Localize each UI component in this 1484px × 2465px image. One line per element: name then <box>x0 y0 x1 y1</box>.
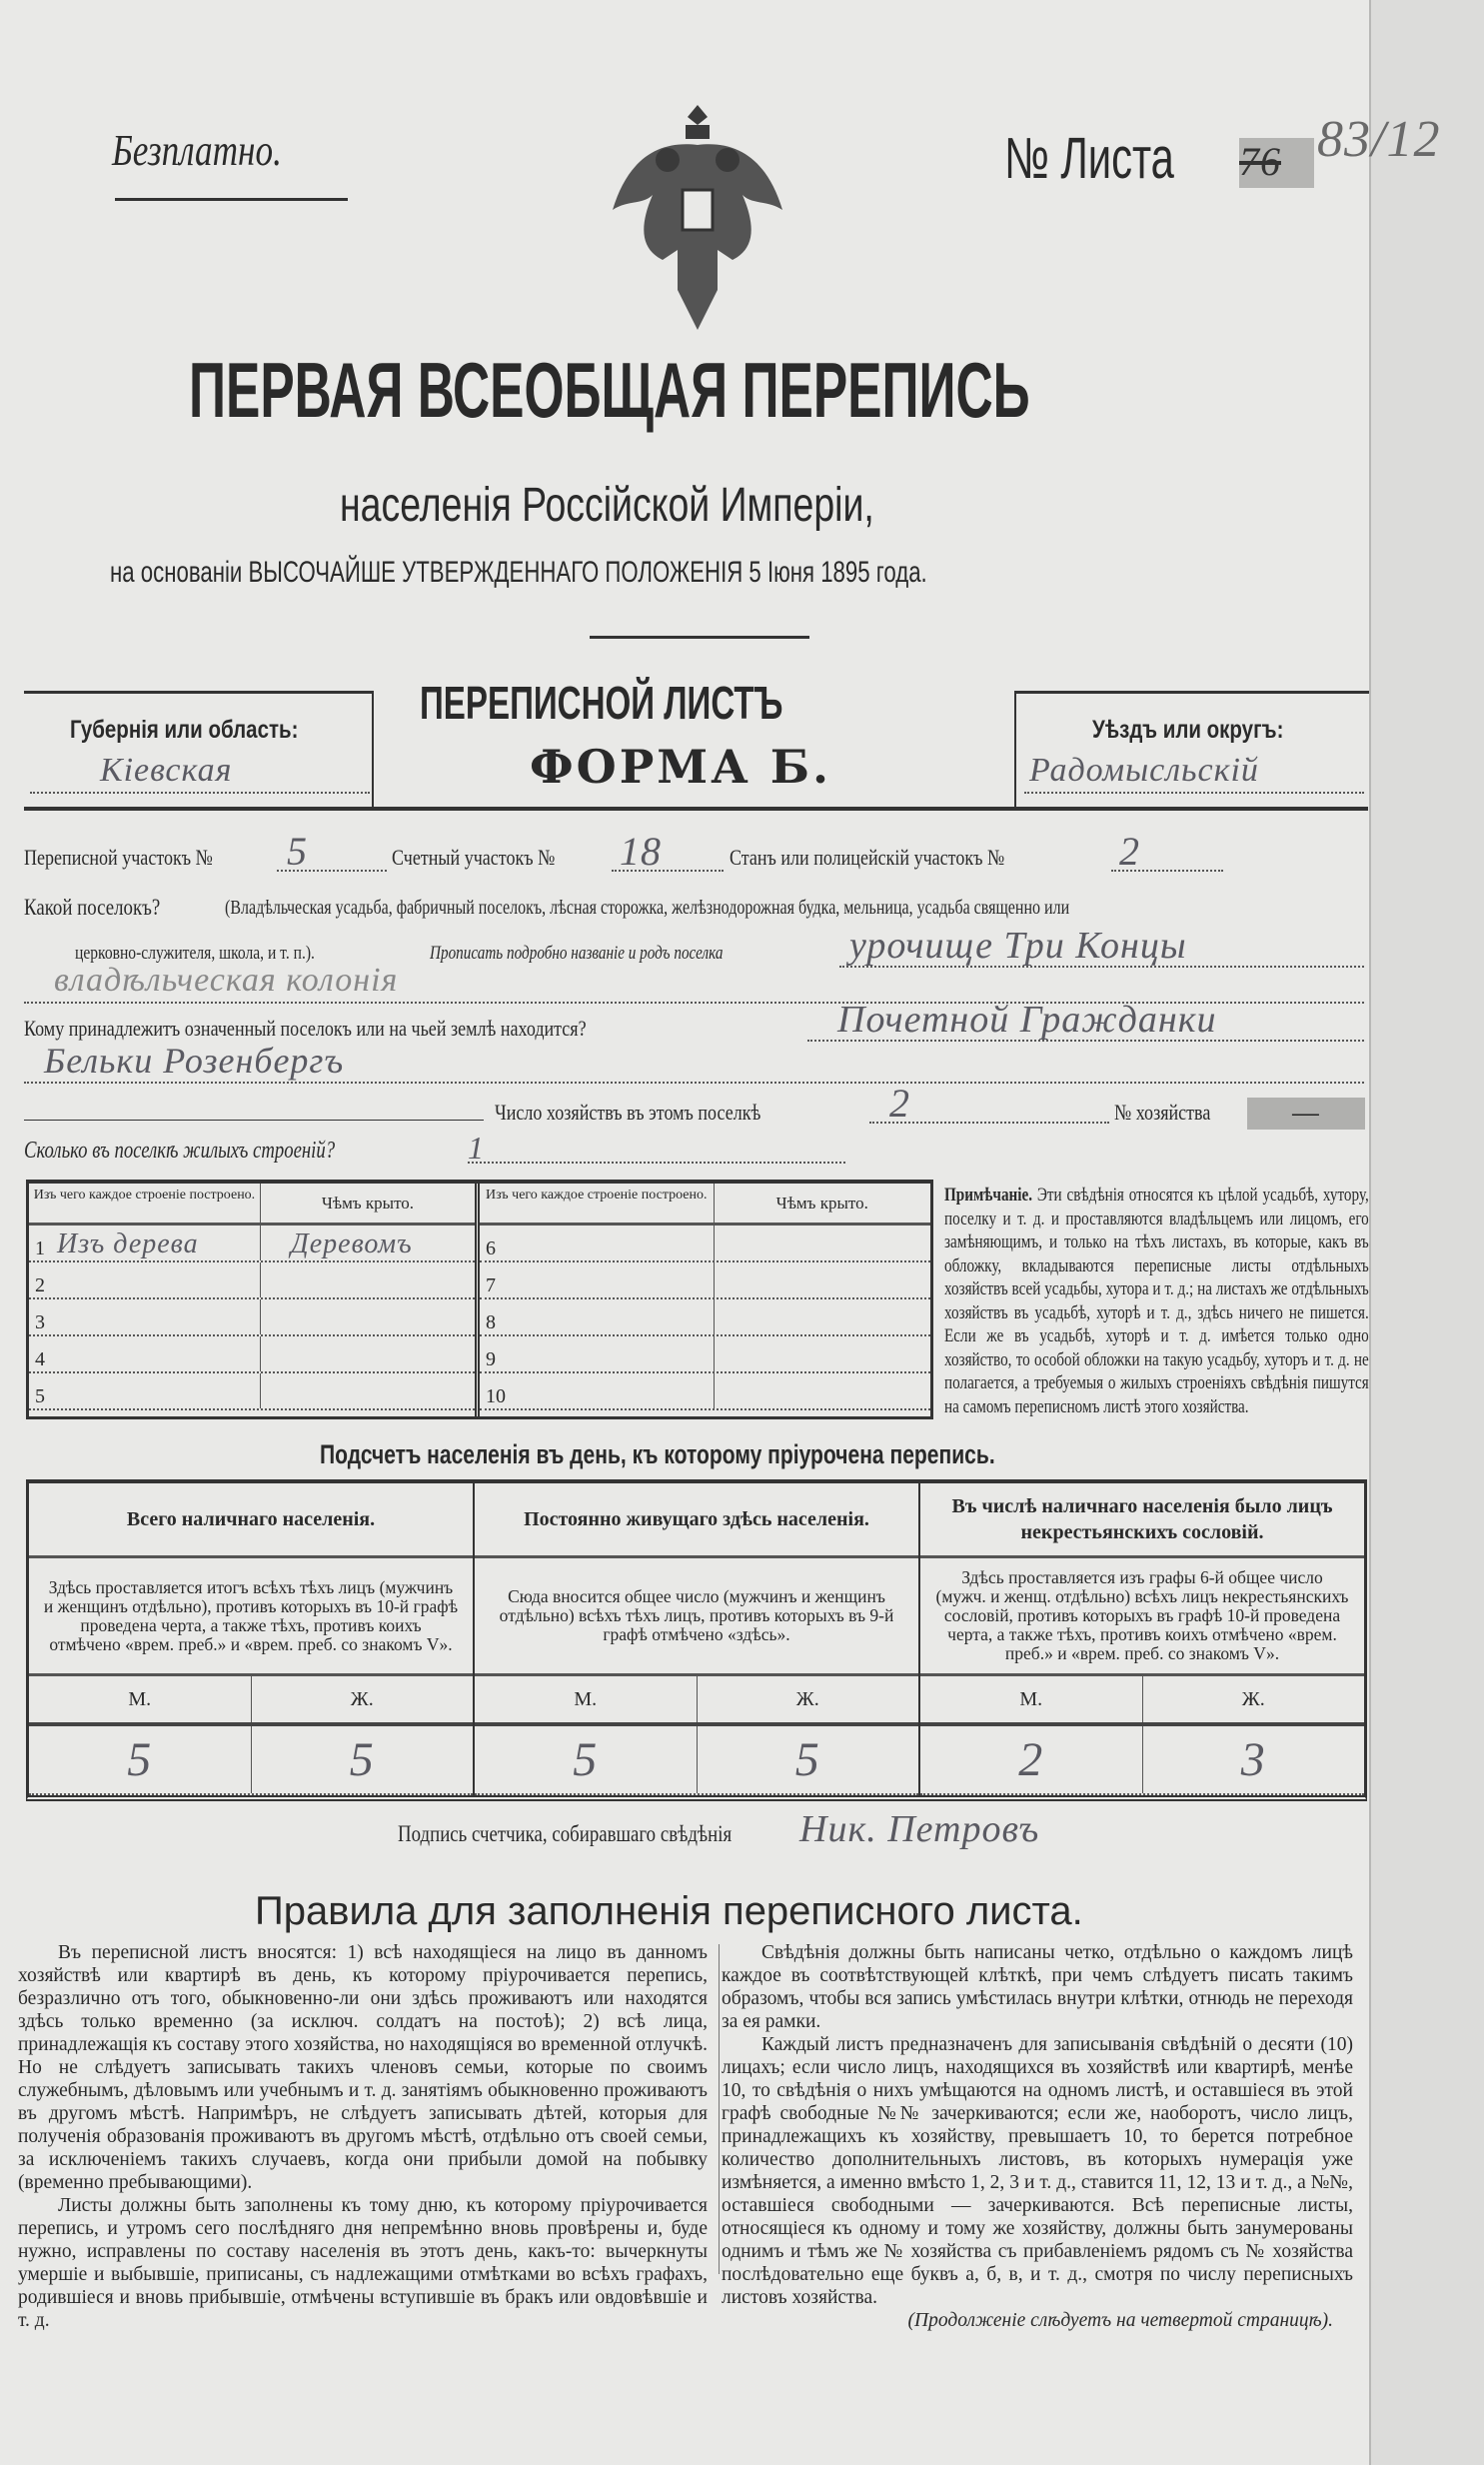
material-cell <box>29 1299 261 1334</box>
rules-right-column <box>722 1941 1353 2332</box>
signature-label-text: Подпись счетчика, собиравшаго свѣдѣнія <box>398 1821 733 1846</box>
population-table <box>26 1479 1367 1801</box>
count-area-label <box>392 845 591 871</box>
owner-field-2[interactable]: Бельки Розенбергъ <box>24 1040 1364 1084</box>
sheet-number-label <box>1004 125 1240 192</box>
settlement-hint <box>225 897 1280 920</box>
census-area-label-text: Переписной участокъ № <box>24 845 213 870</box>
province-label <box>70 716 349 745</box>
female-header: Ж. <box>795 1688 819 1710</box>
sheet-number-label-text: № Листа <box>1004 126 1174 191</box>
count-area-label-text: Счетный участокъ № <box>392 845 556 870</box>
signature-label <box>398 1821 805 1847</box>
dwellings-label-text: Сколько въ поселкѣ жилыхъ строеній? <box>24 1138 336 1164</box>
box-top-left <box>24 691 374 694</box>
continued-note: (Продолженіе слѣдуетъ на четвертой страницѣ). <box>907 2310 1333 2331</box>
sex-headers <box>920 1676 1364 1726</box>
building-row <box>29 1373 475 1410</box>
rules-paragraph: Каждый листъ предназначенъ для записыванія свѣдѣній о десяти (10) лицахъ; если число лицъ, находящихся въ хозяйствѣ или квартирѣ, менѣе 10, то свѣдѣнія о нихъ умѣщаются на одномъ листѣ, и оставшіеся въ этой графѣ свободные №№ зачеркиваются; если же, наоборотъ, число лицъ, принадлежащихъ къ хозяйству, превышаетъ 10, то берется потребное количество дополнительныхъ листовъ, въ которыхъ нумерація уже измѣняется, а именно вмѣсто 1, 2, 3 и т. д., ставится 11, 12, 13 и т. д., а №№, оставшіеся свободными — зачеркиваются. Всѣ переписные листы, относящіеся къ одному и тому же хозяйству, должны быть занумерованы однимъ и тѣмъ же № хозяйства съ прибавленіемъ рядомъ съ № хозяйства послѣдовательно еще буквъ а, б, в, и т. д., смотря по числу переписныхъ листовъ хозяйства. <box>722 2034 1353 2308</box>
female-count[interactable]: 5 <box>794 1733 820 1786</box>
household-no-field[interactable]: — <box>1247 1098 1365 1130</box>
row-number: 1 <box>35 1237 45 1259</box>
material-cell <box>29 1262 261 1297</box>
male-header: М. <box>29 1676 252 1722</box>
subtitle-text: населенія Россійской Имперіи, <box>340 479 874 532</box>
form-title-text: ПЕРЕПИСНОЙ ЛИСТЪ <box>420 677 783 729</box>
population-heading <box>320 1439 1185 1470</box>
female-count[interactable]: 3 <box>1240 1733 1266 1786</box>
population-group <box>920 1483 1364 1795</box>
male-count[interactable]: 5 <box>29 1726 252 1793</box>
households-label-text: Число хозяйствъ въ этомъ поселкѣ <box>495 1100 761 1125</box>
counts-row <box>29 1726 473 1795</box>
basis-line <box>110 556 1214 590</box>
roof-cell <box>715 1262 930 1297</box>
building-row <box>480 1262 930 1299</box>
material-value[interactable]: Изъ дерева <box>57 1229 199 1259</box>
owner-field[interactable]: Почетной Гражданки <box>807 998 1364 1042</box>
buildings-header <box>29 1184 475 1226</box>
counts-row <box>475 1726 918 1795</box>
col-material-header: Изъ чего каждое строеніе построено. <box>480 1184 715 1223</box>
basis-line-text: на основаніи ВЫСОЧАЙШЕ УТВЕРЖДЕННАГО ПОЛОЖЕНІЯ 5 Іюня 1895 года. <box>110 556 927 589</box>
counts-row <box>920 1726 1364 1795</box>
building-row <box>480 1336 930 1373</box>
settlement-label-text: Какой поселокъ? <box>24 895 161 920</box>
box-bottom <box>24 807 1368 811</box>
blank-line <box>24 1120 484 1121</box>
roof-cell <box>261 1226 475 1260</box>
roof-cell <box>715 1226 930 1260</box>
building-row <box>29 1299 475 1336</box>
col-roof-header: Чѣмъ крыто. <box>775 1194 868 1213</box>
owner-label-text: Кому принадлежитъ означенный поселокъ или на чьей землѣ находится? <box>24 1016 587 1041</box>
material-cell <box>29 1336 261 1371</box>
form-label: ФОРМА Б. <box>530 740 832 794</box>
census-area-label <box>24 845 254 871</box>
material-cell <box>480 1299 715 1334</box>
count-area-field[interactable]: 18 <box>612 828 724 872</box>
male-header: М. <box>475 1676 698 1722</box>
settlement-label <box>24 895 190 921</box>
sex-headers <box>475 1676 918 1726</box>
group-description: Здѣсь проставляется изъ графы 6-й общее число (мужч. и женщ. отдѣльно) всѣхъ лицъ некрестьянскихъ сословій, противъ которыхъ въ графѣ 10-й проведена черта, а также тѣхъ, противъ коихъ отмѣчено «врем. преб.» и «врем. преб. со знакомъ V». <box>920 1558 1364 1676</box>
row-number: 4 <box>35 1348 45 1370</box>
rules-paragraph: Въ переписной листъ вносятся: 1) всѣ находящіеся на лицо въ данномъ хозяйствѣ или квартирѣ въ день, къ которому пріурочивается перепись, безразлично отъ того, обыкновенно-ли они здѣсь проживаютъ или находятся здѣсь только временно (за исключ. солдатъ на постоѣ); 2) всѣ лица, принадлежащія къ составу этого хозяйства, но находящіяся во временной отлучкѣ. Но не слѣдуетъ записывать такихъ членовъ семьи, которые по своимъ служебнымъ, дѣловымъ или учебнымъ и т. д. занятіямъ обыкновенно проживаютъ въ другомъ мѣстѣ. Напримѣръ, не слѣдуетъ записывать дѣтей, которыя для полученія образованія проживаютъ въ другомъ мѣстѣ, отдѣльно отъ своей семьи, за исключеніемъ такихъ случаевъ, когда они прибыли домой на побывку (временно пребывающими). <box>18 1942 708 2193</box>
group-description: Здѣсь проставляется итогъ всѣхъ тѣхъ лицъ (мужчинъ и женщинъ отдѣльно), противъ которыхъ въ 10-й графѣ проведена черта, а также тѣхъ, противъ коихъ отмѣчено «врем. преб.» и «врем. преб. со знакомъ V». <box>29 1558 473 1676</box>
material-cell <box>29 1373 261 1408</box>
buildings-header <box>480 1184 930 1226</box>
free-underline <box>115 198 348 201</box>
owner-label <box>24 1016 710 1042</box>
male-count[interactable]: 2 <box>920 1726 1143 1793</box>
row-number: 5 <box>35 1385 45 1407</box>
settlement-field[interactable]: урочище Три Концы <box>839 924 1364 968</box>
group-title: Всего наличнаго населенія. <box>29 1483 473 1558</box>
dwellings-field[interactable]: 1 <box>468 1130 845 1164</box>
building-row <box>480 1373 930 1410</box>
free-label <box>112 125 324 176</box>
enumerator-signature: Ник. Петровъ <box>799 1808 1040 1850</box>
buildings-table-right <box>480 1184 930 1416</box>
roof-cell <box>261 1373 475 1408</box>
group-description: Сюда вносится общее число (мужчинъ и женщинъ отдѣльно) всѣхъ тѣхъ лицъ, противъ которыхъ въ 9-й графѣ отмѣчено «здѣсь». <box>475 1558 918 1676</box>
police-area-label-text: Станъ или полицейскій участокъ № <box>730 845 1005 870</box>
male-header: М. <box>920 1676 1143 1722</box>
row-number: 2 <box>35 1274 45 1296</box>
sex-headers <box>29 1676 473 1726</box>
sheet-number-correction: 83/12 <box>1317 111 1441 168</box>
box-divider <box>1014 691 1016 809</box>
building-row <box>29 1336 475 1373</box>
settlement-field-2[interactable]: владѣльческая колонія <box>24 962 1364 1004</box>
households-field[interactable]: 2 <box>869 1080 1109 1124</box>
building-row <box>29 1226 475 1262</box>
row-number: 8 <box>486 1311 496 1333</box>
column-divider <box>719 1944 720 2274</box>
female-header: Ж. <box>350 1688 374 1710</box>
roof-cell <box>261 1336 475 1371</box>
row-number: 3 <box>35 1311 45 1333</box>
male-count[interactable]: 5 <box>475 1726 698 1793</box>
row-number: 10 <box>486 1385 506 1407</box>
settlement-hint2-text: церковно-служителя, школа, и т. п.). <box>75 943 315 964</box>
province-field[interactable]: Кіевская <box>30 752 370 794</box>
household-no-label-text: № хозяйства <box>1114 1100 1211 1125</box>
scan-margin <box>1371 0 1484 2465</box>
buildings-table-left <box>29 1184 480 1416</box>
group-title: Постоянно живущаго здѣсь населенія. <box>475 1483 918 1558</box>
material-cell <box>480 1226 715 1260</box>
census-area-field[interactable]: 5 <box>277 828 387 872</box>
col-roof-header: Чѣмъ крыто. <box>321 1194 415 1213</box>
buildings-note <box>944 1185 1369 1419</box>
population-group <box>29 1483 475 1795</box>
district-label <box>1092 716 1325 745</box>
settlement-instruction-text: Прописать подробно названіе и родъ поселка <box>430 943 724 964</box>
material-cell <box>29 1226 261 1260</box>
buildings-table <box>26 1180 933 1419</box>
population-heading-text: Подсчетъ населенія въ день, къ которому пріурочена перепись. <box>320 1439 995 1469</box>
double-headed-eagle-emblem <box>598 100 797 335</box>
rules-paragraph: Свѣдѣнія должны быть написаны четко, отдѣльно о каждомъ лицѣ каждое въ соотвѣтствующей клѣткѣ, при чемъ слѣдуетъ писать такимъ образомъ, чтобы вся запись умѣстилась внутри клѣтки, отнюдь не переходя за ея рамки. <box>722 1942 1353 2032</box>
material-cell <box>480 1336 715 1371</box>
note-text: Эти свѣдѣнія относятся къ цѣлой усадьбѣ, хутору, поселку и т. д. и проставляются владѣльцемъ или лицомъ, его замѣняющимъ, и только на тѣхъ листахъ, въ которые, какъ въ обложку, вкладываются переписные листы отдѣльныхъ хозяйствъ всей усадьбы, хутора и т. д.; на листахъ же отдѣльныхъ хозяйствъ въ усадьбѣ, хуторѣ и т. д., здѣсь ничего не пишется. Если же въ усадьбѣ, хуторѣ и т. д. имѣется только одно хозяйство, то особой обложки на такую усадьбу, хуторъ и т. д. не полагается, а требуемыя о жилыхъ строеніяхъ свѣдѣнія пишутся на самомъ переписномъ листѣ этого хозяйства. <box>944 1186 1369 1417</box>
province-label-text: Губернія или область: <box>70 716 299 744</box>
note-title: Примѣчаніе. <box>944 1186 1033 1206</box>
row-number: 7 <box>486 1274 496 1296</box>
building-row <box>29 1262 475 1299</box>
population-group <box>475 1483 920 1795</box>
dwellings-label <box>24 1138 423 1165</box>
box-divider <box>372 691 374 809</box>
divider <box>590 636 809 639</box>
row-number: 9 <box>486 1348 496 1370</box>
household-no-label <box>1114 1100 1231 1126</box>
settlement-hint-text: (Владѣльческая усадьба, фабричный поселокъ, лѣсная сторожка, желѣзнодорожная будка, мельница, усадьба священно или <box>225 897 1070 919</box>
main-title <box>189 345 1188 436</box>
subtitle <box>340 478 1025 533</box>
rules-paragraph: Листы должны быть заполнены къ тому дню, къ которому пріурочивается перепись, и утромъ сего послѣдняго дня непремѣнно вновь провѣрены и, буде нужно, исправлены по составу населенія въ этотъ день, какъ-то: вычеркнуты умершіе и выбывшіе, приписаны, съ надлежащими отмѣтками во всѣхъ графахъ, родившіеся и вновь прибывшіе, отмѣчены вступившіе въ бракъ или овдовѣвшіе и т. д. <box>18 2195 708 2331</box>
roof-cell <box>715 1373 930 1408</box>
roof-cell <box>261 1262 475 1297</box>
form-title <box>420 676 924 730</box>
roof-value[interactable]: Деревомъ <box>290 1229 413 1259</box>
material-cell <box>480 1373 715 1408</box>
district-field[interactable]: Радомысльскій <box>1024 752 1364 794</box>
free-label-text: Безплатно. <box>112 126 282 175</box>
group-title: Въ числѣ наличнаго населенія было лицъ некрестьянскихъ сословій. <box>920 1483 1364 1558</box>
col-material-header: Изъ чего каждое строеніе построено. <box>29 1184 261 1223</box>
sheet-number-value: 76 <box>1239 138 1314 188</box>
rules-left-column <box>18 1941 708 2332</box>
material-cell <box>480 1262 715 1297</box>
roof-cell <box>261 1299 475 1334</box>
female-header: Ж. <box>1241 1688 1265 1710</box>
households-label <box>495 1100 819 1126</box>
rules-heading: Правила для заполненія переписного листа. <box>255 1889 1083 1933</box>
police-area-field[interactable]: 2 <box>1111 828 1223 872</box>
female-count[interactable]: 5 <box>349 1733 375 1786</box>
roof-cell <box>715 1336 930 1371</box>
building-row <box>480 1226 930 1262</box>
building-row <box>480 1299 930 1336</box>
main-title-text: ПЕРВАЯ ВСЕОБЩАЯ ПЕРЕПИСЬ <box>189 346 1030 434</box>
row-number: 6 <box>486 1237 496 1259</box>
district-label-text: Уѣздъ или округъ: <box>1092 716 1284 744</box>
police-area-label <box>730 845 1065 871</box>
box-top-right <box>1014 691 1369 694</box>
roof-cell <box>715 1299 930 1334</box>
